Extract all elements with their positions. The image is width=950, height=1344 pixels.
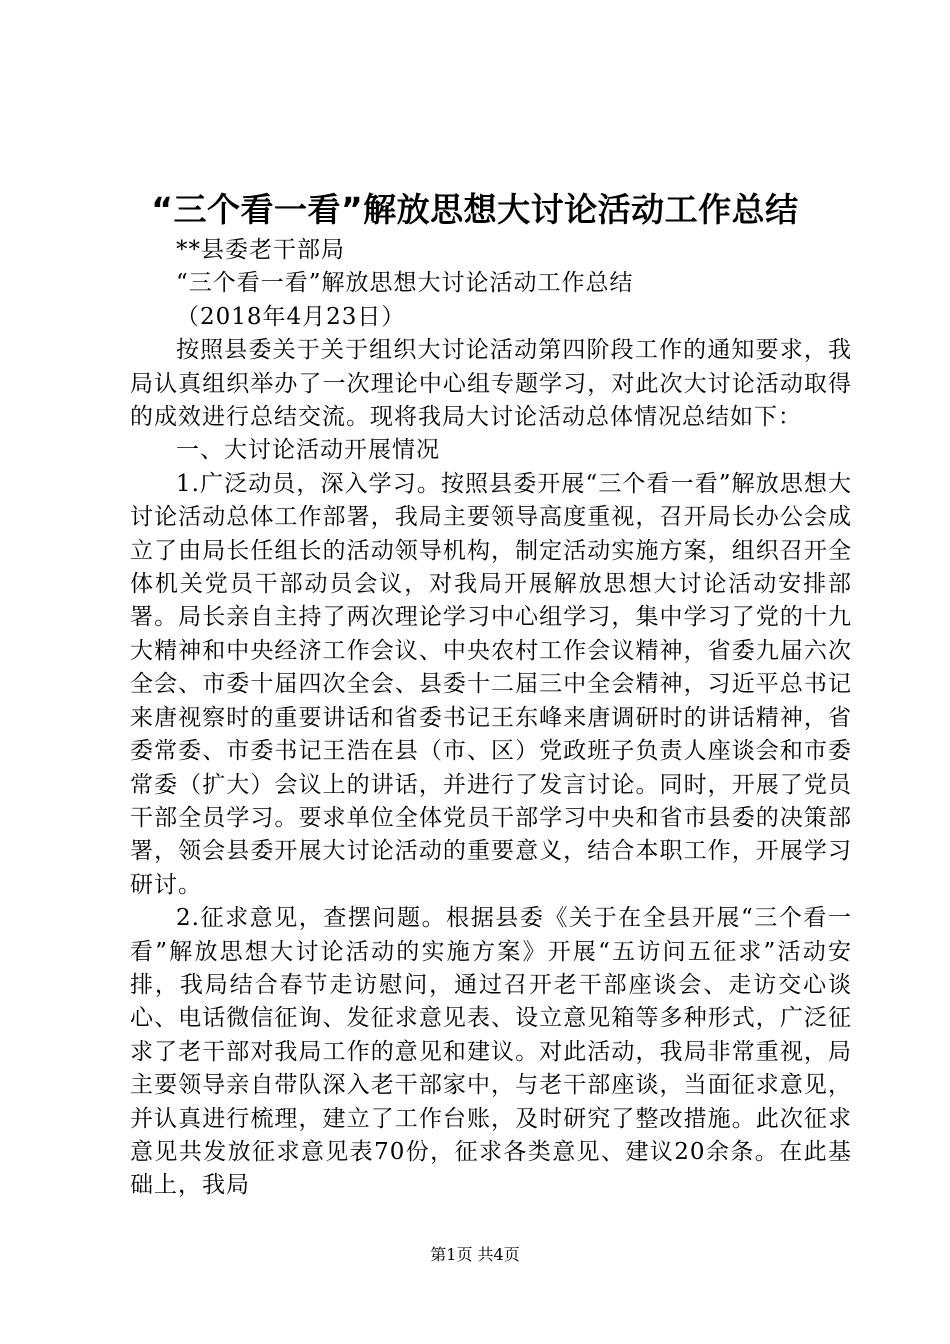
document-body: [130, 234, 852, 1203]
paragraph-item-1: 1.广泛动员，深入学习。按照县委开展“三个看一看”解放思想大讨论活动总体工作部署，我局主要领导高度重视，召开局长办公会成立了由局长任组长的活动领导机构，制定活动实施方案，组织召开全体机关党员干部动员会议，对我局开展解放思想大讨论活动安排部署。局长亲自主持了两次理论学习中心组学习，集中学习了党的十九大精神和中央经济工作会议、中央农村工作会议精神，省委九届六次全会、市委十届四次全会、县委十二届三中全会精神，习近平总书记来唐视察时的重要讲话和省委书记王东峰来唐调研时的讲话精神，省委常委、市委书记王浩在县（市、区）党政班子负责人座谈会和市委常委（扩大）会议上的讲话，并进行了发言讨论。同时，开展了党员干部全员学习。要求单位全体党员干部学习中央和省市县委的决策部署，领会县委开展大讨论活动的重要意义，结合本职工作，开展学习研讨。: [130, 470, 852, 898]
paragraph-intro: 按照县委关于关于组织大讨论活动第四阶段工作的通知要求，我局认真组织举办了一次理论中心组专题学习，对此次大讨论活动取得的成效进行总结交流。现将我局大讨论活动总体情况总结如下：: [130, 337, 852, 431]
author-line: **县委老干部局: [176, 237, 345, 263]
page-footer: 第1页 共4页: [430, 1245, 520, 1264]
document-title: “三个看一看”解放思想大讨论活动工作总结: [151, 190, 799, 229]
section-heading: 一、大讨论活动开展情况: [176, 437, 440, 464]
paragraph-item-2: 2.征求意见，查摆问题。根据县委《关于在全县开展“三个看一看”解放思想大讨论活动的实施方案》开展“五访问五征求”活动安排，我局结合春节走访慰问，通过召开老干部座谈会、走访交心谈心、电话微信征询、发征求意见表、设立意见箱等多种形式，广泛征求了老干部对我局工作的意见和建议。对此活动，我局非常重视，局主要领导亲自带队深入老干部家中，与老干部座谈，当面征求意见，并认真进行梳理，建立了工作台账，及时研究了整改措施。此次征求意见共发放征求意见表70份，征求各类意见、建议20余条。在此基础上，我局: [130, 905, 852, 1199]
subtitle-line: “三个看一看”解放思想大讨论活动工作总结: [176, 270, 634, 297]
date-line: （2018年4月23日）: [176, 303, 406, 330]
